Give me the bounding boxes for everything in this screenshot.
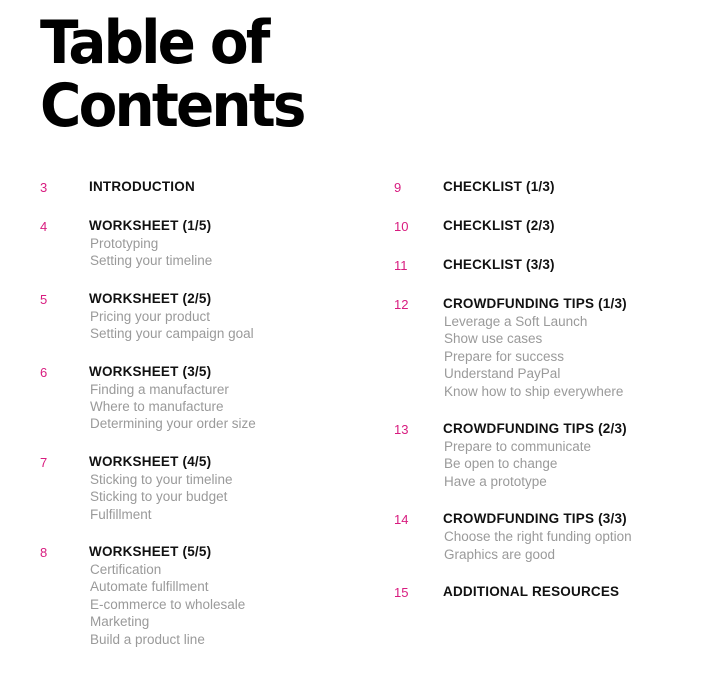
toc-sub-list <box>90 471 360 523</box>
toc-sub-item: Finding a manufacturer <box>90 381 229 397</box>
toc-entry[interactable] <box>40 290 360 343</box>
toc-sub-item: Know how to ship everywhere <box>444 383 624 399</box>
toc-entry-title: WORKSHEET (1/5) <box>89 218 212 233</box>
toc-sub-list <box>444 438 714 490</box>
toc-entry[interactable] <box>394 256 714 273</box>
toc-right-column <box>394 178 714 600</box>
toc-page-number: 5 <box>40 291 48 307</box>
page-title-line-1: Table of <box>40 8 268 78</box>
toc-entry[interactable] <box>394 583 714 600</box>
toc-entry-title: CROWDFUNDING TIPS (1/3) <box>443 296 627 311</box>
toc-entry[interactable] <box>394 217 714 234</box>
toc-sub-item: Determining your order size <box>90 416 256 432</box>
toc-page-number: 6 <box>40 364 48 380</box>
toc-sub-list <box>90 308 360 343</box>
toc-entry[interactable] <box>40 453 360 523</box>
toc-sub-list <box>90 561 360 648</box>
toc-entry-title: WORKSHEET (2/5) <box>89 290 212 306</box>
toc-sub-item: Setting your campaign goal <box>90 326 254 342</box>
toc-page-number: 13 <box>394 422 409 438</box>
toc-sub-item: Leverage a Soft Launch <box>444 314 588 329</box>
toc-entry[interactable] <box>40 217 360 270</box>
toc-page-number: 9 <box>394 180 402 195</box>
page-title <box>40 8 304 141</box>
page-title-line-2: Contents <box>40 71 304 141</box>
toc-page-number: 11 <box>394 258 408 273</box>
toc-entry[interactable] <box>394 295 714 400</box>
toc-sub-item: Choose the right funding option <box>444 529 632 545</box>
toc-entry[interactable] <box>40 363 360 433</box>
toc-sub-item: Pricing your product <box>90 308 211 324</box>
toc-sub-item: E-commerce to wholesale <box>90 596 246 612</box>
toc-sub-list <box>90 235 360 270</box>
toc-page-number: 10 <box>394 219 409 234</box>
toc-entry-title: WORKSHEET (3/5) <box>89 363 212 379</box>
toc-sub-item: Show use cases <box>444 331 543 347</box>
toc-entry-title: CROWDFUNDING TIPS (3/3) <box>443 511 627 527</box>
toc-entry-title: WORKSHEET (5/5) <box>89 544 212 560</box>
toc-entry-title: INTRODUCTION <box>89 179 195 194</box>
toc-sub-item: Prepare for success <box>444 348 565 364</box>
toc-sub-item: Fulfillment <box>90 506 152 522</box>
toc-page-number: 7 <box>40 454 48 470</box>
toc-sub-item: Prototyping <box>90 236 159 251</box>
toc-sub-item: Graphics are good <box>444 546 556 562</box>
toc-sub-list <box>444 528 714 563</box>
toc-page-number: 3 <box>40 180 48 195</box>
toc-entry-title: CHECKLIST (1/3) <box>443 179 555 194</box>
toc-sub-item: Where to manufacture <box>90 399 224 415</box>
toc-left-column <box>40 178 360 648</box>
toc-entry[interactable] <box>394 178 714 195</box>
toc-page-number: 4 <box>40 219 48 234</box>
toc-sub-item: Automate fulfillment <box>90 579 209 595</box>
toc-sub-item: Sticking to your budget <box>90 489 228 505</box>
toc-sub-item: Have a prototype <box>444 473 547 489</box>
toc-page-number: 14 <box>394 512 409 528</box>
toc-sub-item: Certification <box>90 562 162 578</box>
toc-entry-title: CROWDFUNDING TIPS (2/3) <box>443 421 627 437</box>
toc-entry-title: ADDITIONAL RESOURCES <box>443 584 620 600</box>
toc-entry-title: WORKSHEET (4/5) <box>89 453 212 469</box>
toc-entry-title: CHECKLIST (3/3) <box>443 257 555 272</box>
toc-sub-item: Be open to change <box>444 456 558 472</box>
toc-entry[interactable] <box>394 510 714 563</box>
toc-sub-item: Sticking to your timeline <box>90 471 233 487</box>
toc-entry[interactable] <box>40 543 360 648</box>
toc-sub-item: Prepare to communicate <box>444 439 592 455</box>
toc-page-number: 15 <box>394 585 409 601</box>
toc-sub-item: Build a product line <box>90 631 205 647</box>
toc-page-number: 12 <box>394 297 409 312</box>
toc-page-number: 8 <box>40 545 48 561</box>
toc-sub-item: Setting your timeline <box>90 253 213 269</box>
toc-entry[interactable] <box>394 420 714 490</box>
toc-entry-title: CHECKLIST (2/3) <box>443 218 555 233</box>
toc-sub-list <box>90 381 360 433</box>
toc-sub-item: Marketing <box>90 614 150 630</box>
toc-sub-item: Understand PayPal <box>444 366 561 382</box>
toc-sub-list <box>444 313 714 400</box>
toc-entry[interactable] <box>40 178 360 195</box>
